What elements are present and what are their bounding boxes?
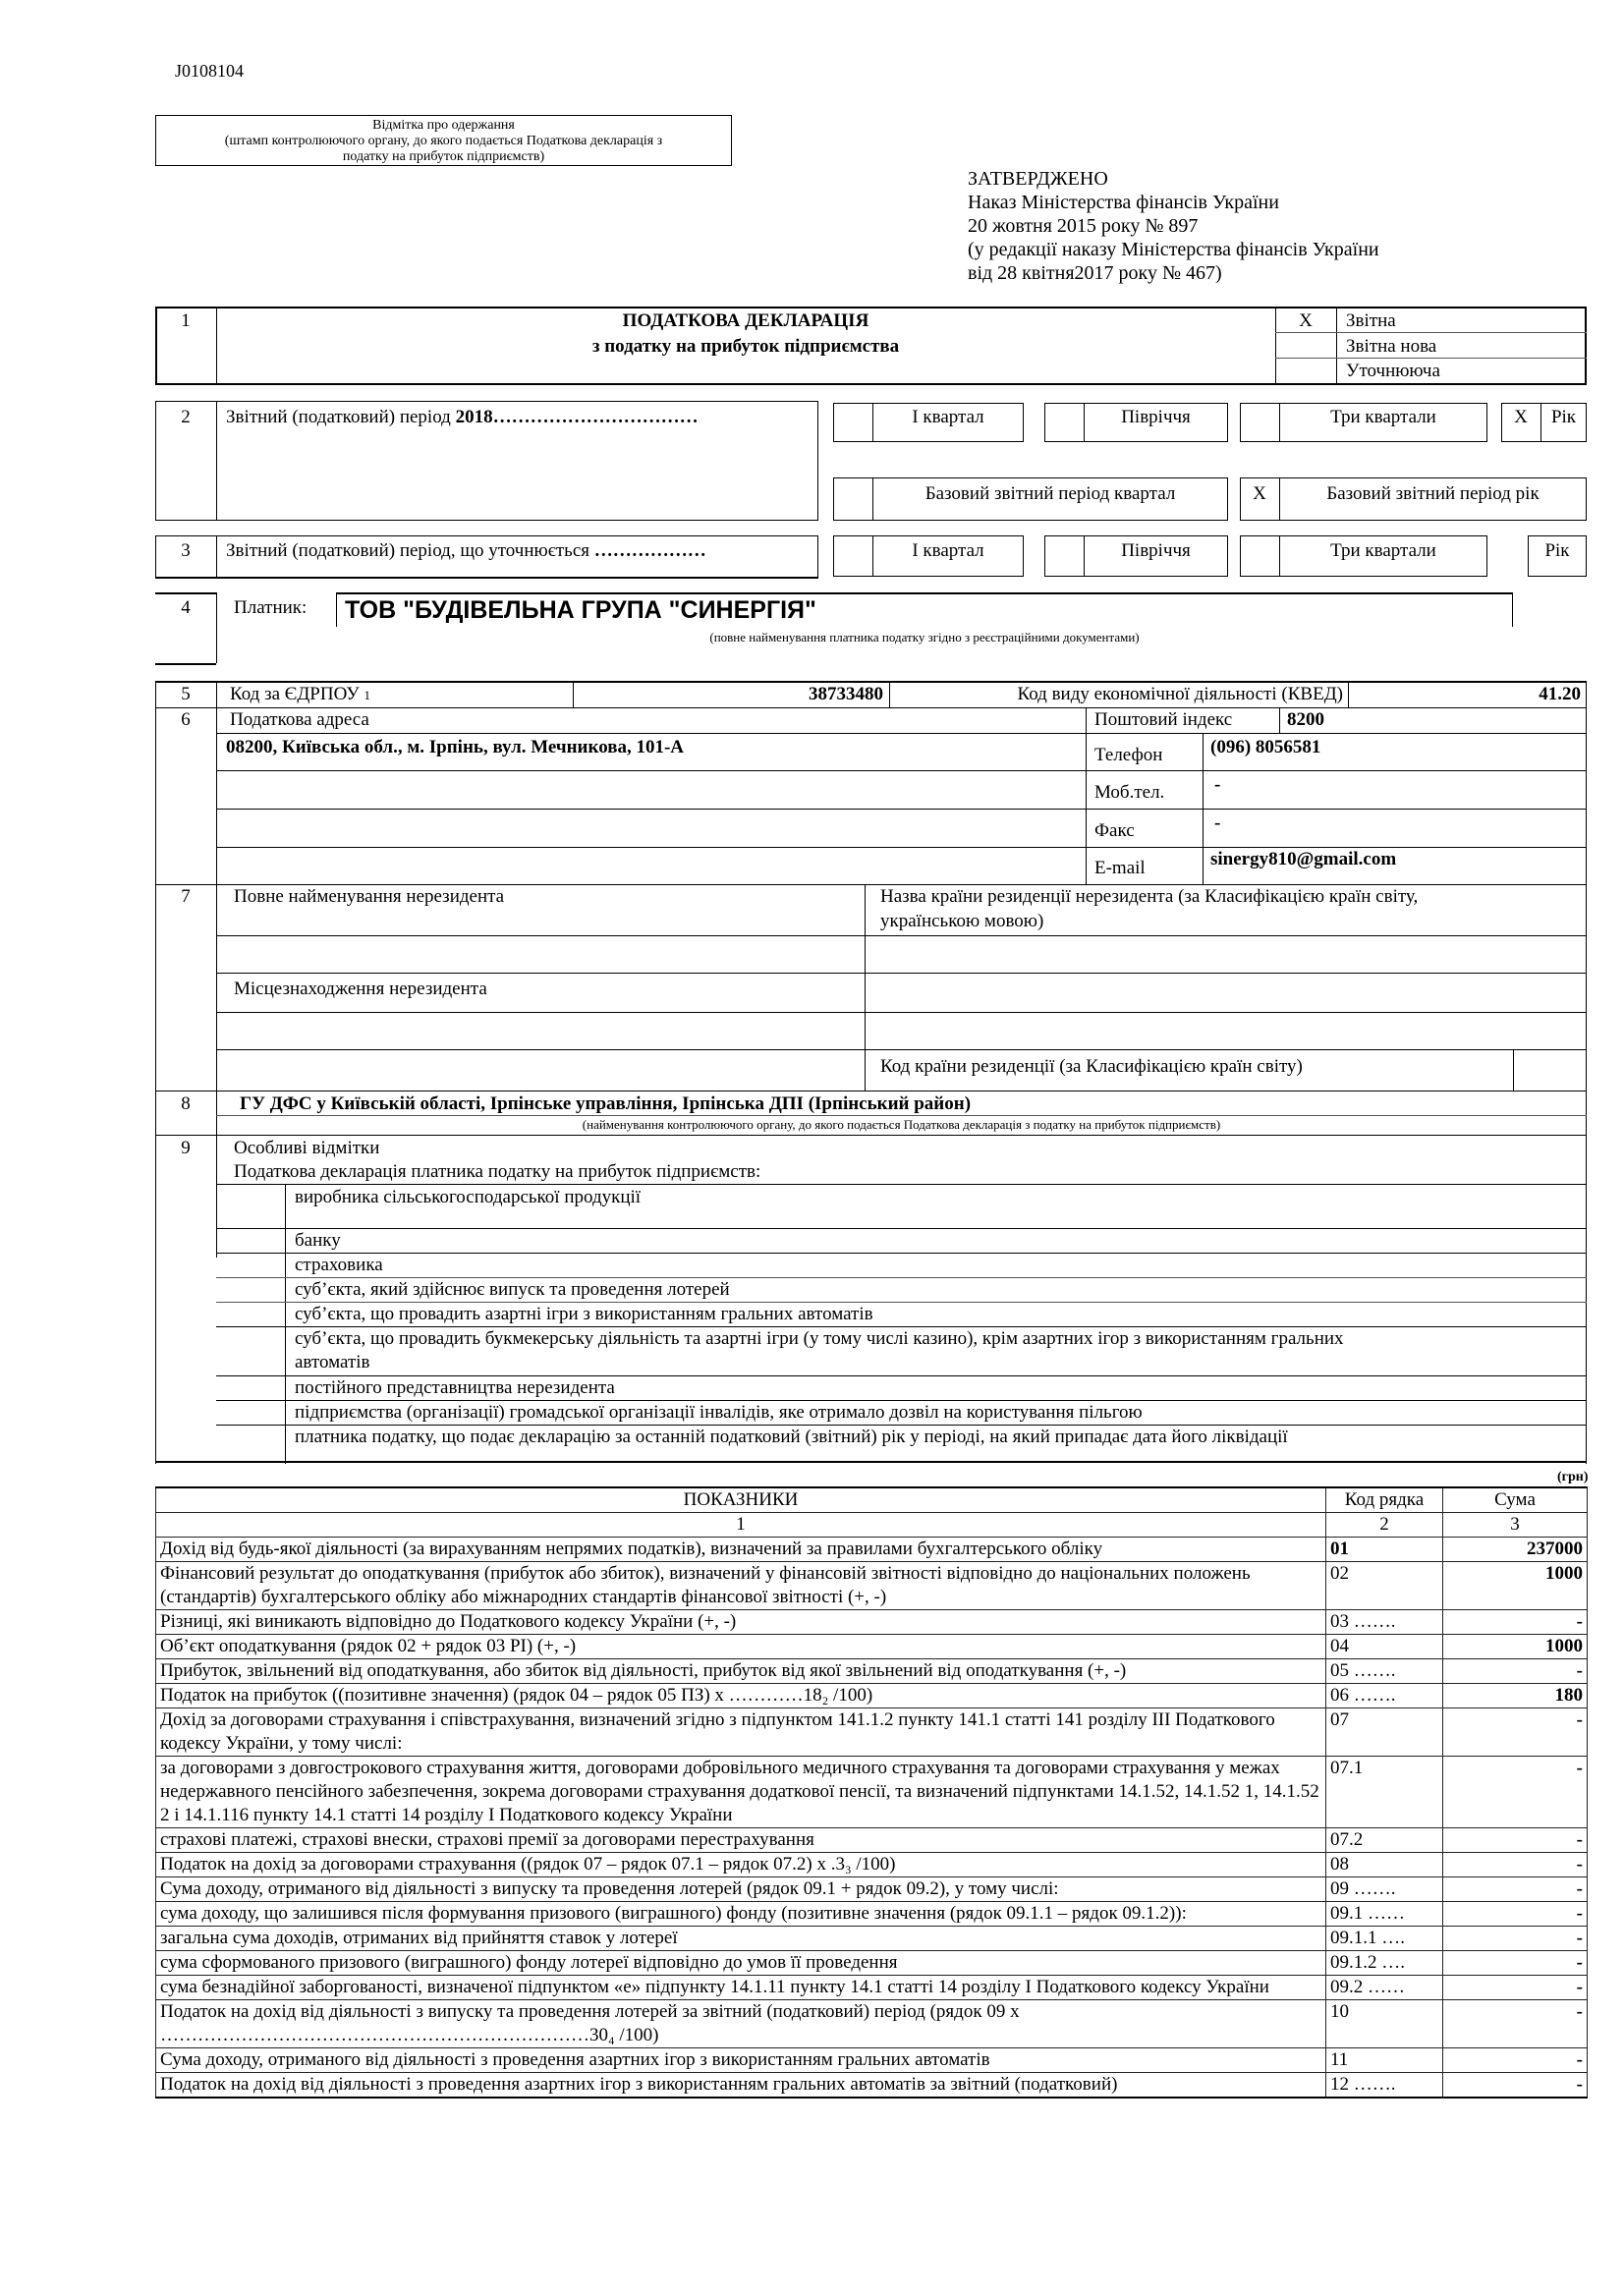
row-sum-field[interactable]: - xyxy=(1443,1708,1588,1757)
period-dots: …………………………… xyxy=(492,407,699,427)
stamp-note-2: податку на прибуток підприємств) xyxy=(342,149,545,164)
mark-item-disabled-org: підприємства (організації) громадської організації інвалідів, яке отримало дозвіл на користування пільгою xyxy=(295,1402,1143,1423)
period-label-text: Звітний (податковий) період xyxy=(226,407,451,427)
table-row xyxy=(156,1659,1588,1684)
colnum-2: 2 xyxy=(1326,1513,1443,1538)
special-marks-title: Особливі відмітки xyxy=(234,1138,380,1158)
header-indicators: ПОКАЗНИКИ xyxy=(156,1487,1326,1513)
row-code: 09.1.2 …. xyxy=(1326,1951,1443,1976)
table-row xyxy=(156,1684,1588,1708)
row-sum-field[interactable]: - xyxy=(1443,1951,1588,1976)
row-code: 02 xyxy=(1326,1562,1443,1610)
row-code: 08 xyxy=(1326,1853,1443,1877)
header-row-code: Код рядка xyxy=(1326,1487,1443,1513)
row-code: 03 ……. xyxy=(1326,1610,1443,1635)
approval-line: 20 жовтня 2015 року № 897 xyxy=(968,215,1199,237)
row-code: 12 ……. xyxy=(1326,2073,1443,2099)
table-row xyxy=(156,1538,1588,1562)
period-q1-label: I квартал xyxy=(912,407,984,427)
type-label-clarifying: Уточнююча xyxy=(1346,361,1440,381)
period-half-label: Півріччя xyxy=(1121,407,1191,427)
mark-item-bookmaker: суб’єкта, що провадить букмекерську діяльність та азартні ігри (у тому числі казино), крім азартних ігор з використанням гральних xyxy=(295,1328,1344,1349)
tax-address-value[interactable]: 08200, Київська обл., м. Ірпінь, вул. Мечникова, 101-А xyxy=(226,737,685,757)
mark-checkbox-slot-machines[interactable] xyxy=(218,1304,283,1325)
indicators-body xyxy=(156,1538,1588,2099)
tax-address-label: Податкова адреса xyxy=(230,709,369,730)
mobile-value[interactable]: - xyxy=(1214,774,1221,795)
clarified-period-dots: ……………… xyxy=(593,540,706,561)
indicator-text: сума безнадійної заборгованості, визначеної підпунктом «е» підпункту 14.1.11 пункту 14.1 статті 14 розділу I Податкового кодексу України xyxy=(156,1976,1326,2000)
indicator-text: Дохід від будь-якої діяльності (за вирахуванням непрямих податків), визначений за правилами бухгалтерського обліку xyxy=(156,1538,1326,1562)
country-code-field[interactable] xyxy=(1515,1051,1585,1089)
base-year-checkbox[interactable]: X xyxy=(1253,483,1266,504)
row-sum-field[interactable]: 1000 xyxy=(1443,1635,1588,1659)
row-sum-field[interactable]: - xyxy=(1443,1927,1588,1951)
mark-item-bank: банку xyxy=(295,1230,341,1251)
row-code: 11 xyxy=(1326,2048,1443,2073)
reporting-period-label xyxy=(226,407,699,428)
indicator-text: Різниці, які виникають відповідно до Податкового кодексу України (+, -) xyxy=(156,1610,1326,1635)
indicator-text: Дохід за договорами страхування і співстрахування, визначений згідно з підпунктом 141.1.2 пункту 141.1 статті 141 розділу III Податкового кодексу України, у тому числі: xyxy=(156,1708,1326,1757)
table-row xyxy=(156,1635,1588,1659)
base-quarter-label: Базовий звітний період квартал xyxy=(924,483,1176,504)
section-5-number: 5 xyxy=(181,684,191,704)
section-2-number: 2 xyxy=(181,407,191,427)
indicators-table xyxy=(155,1486,1588,2099)
mark-checkbox-bank[interactable] xyxy=(218,1230,283,1252)
nonresident-location-label: Місцезнаходження нерезидента xyxy=(234,979,487,999)
stamp-note: (штамп контролюючого органу, до якого подається Податкова декларація з xyxy=(224,134,663,148)
approval-line: від 28 квітня2017 року № 467) xyxy=(968,262,1222,284)
mark-item-insurer: страховика xyxy=(295,1255,383,1275)
form-code: J0108104 xyxy=(175,61,245,81)
stamp-title: Відмітка про одержання xyxy=(372,118,515,133)
row-sum-field[interactable]: - xyxy=(1443,1976,1588,2000)
kved-value[interactable]: 41.20 xyxy=(1539,684,1581,704)
nonresident-name-label: Повне найменування нерезидента xyxy=(234,886,505,907)
row-code: 09.2 …… xyxy=(1326,1976,1443,2000)
indicator-text: Податок на дохід від діяльності з випуску та проведення лотерей за звітний (податковий) період (рядок 09 х ……………………………………………………………30₄ /100) xyxy=(156,2000,1326,2048)
table-header-row xyxy=(156,1487,1588,1513)
row-sum-field[interactable]: - xyxy=(1443,1828,1588,1853)
period-year-checkbox[interactable]: X xyxy=(1514,407,1528,427)
row-sum-field[interactable]: 237000 xyxy=(1443,1538,1588,1562)
tax-authority-name[interactable]: ГУ ДФС у Київській області, Ірпінське управління, Ірпінська ДПІ (Ірпінський район) xyxy=(240,1093,972,1114)
row-sum-field[interactable]: - xyxy=(1443,1853,1588,1877)
type-label-new: Звітна нова xyxy=(1346,336,1437,357)
postal-code-label: Поштовий індекс xyxy=(1094,709,1233,730)
table-row xyxy=(156,1927,1588,1951)
mark-item-liquidation: платника податку, що подає декларацію за останній податковий (звітний) рік у періоді, на який припадає дата його ліквідації xyxy=(295,1427,1288,1447)
table-row xyxy=(156,1951,1588,1976)
row-code: 06 ……. xyxy=(1326,1684,1443,1708)
row-sum-field[interactable]: 1000 xyxy=(1443,1562,1588,1610)
table-row xyxy=(156,1610,1588,1635)
table-row xyxy=(156,2000,1588,2048)
mark-checkbox-agri[interactable] xyxy=(218,1186,283,1226)
indicator-text: сума сформованого призового (виграшного) фонду лотереї відповідно до умов її проведення xyxy=(156,1951,1326,1976)
edrpou-footnote: 1 xyxy=(364,688,370,702)
row-sum-field[interactable]: - xyxy=(1443,1659,1588,1684)
section-9-number: 9 xyxy=(181,1138,191,1158)
payer-name-hint: (повне найменування платника податку згідно з реєстраційними документами) xyxy=(709,630,1140,644)
base-year-label: Базовий звітний період рік xyxy=(1326,483,1540,504)
clarified-period-text: Звітний (податковий) період, що уточнюється xyxy=(226,540,589,561)
row-code: 10 xyxy=(1326,2000,1443,2048)
section-3-number: 3 xyxy=(181,540,191,561)
table-row xyxy=(156,1562,1588,1610)
table-row xyxy=(156,1853,1588,1877)
nonresident-name-field[interactable] xyxy=(218,937,863,971)
mark-item-rep-office: постійного представництва нерезидента xyxy=(295,1377,615,1398)
nonresident-country-label: Назва країни резиденції нерезидента (за Класифікацією країн світу, xyxy=(880,886,1419,907)
row-sum-field[interactable]: - xyxy=(1443,1902,1588,1927)
receipt-stamp-box xyxy=(155,115,732,166)
period-9m-label: Три квартали xyxy=(1330,407,1436,427)
email-value[interactable]: sinergy810@gmail.com xyxy=(1210,849,1397,869)
row-code: 09.1 …… xyxy=(1326,1902,1443,1927)
header-sum: Сума xyxy=(1443,1487,1588,1513)
phone-value[interactable]: (096) 8056581 xyxy=(1210,737,1321,757)
type-mark-checkbox[interactable]: X xyxy=(1299,310,1313,331)
indicator-text: Податок на прибуток ((позитивне значення) (рядок 04 – рядок 05 ПЗ) х …………18₂ /100) xyxy=(156,1684,1326,1708)
row-code: 04 xyxy=(1326,1635,1443,1659)
colnum-1: 1 xyxy=(156,1513,1326,1538)
section-8-number: 8 xyxy=(181,1093,191,1114)
section-4-number: 4 xyxy=(181,597,191,618)
row-sum-field[interactable]: - xyxy=(1443,1877,1588,1902)
row-code: 09.1.1 …. xyxy=(1326,1927,1443,1951)
section-6-number: 6 xyxy=(181,709,191,730)
email-label: E-mail xyxy=(1094,858,1146,878)
indicator-text: сума доходу, що залишився після формування призового (виграшного) фонду (позитивне значення (рядок 09.1.1 – рядок 09.1.2)): xyxy=(156,1902,1326,1927)
payer-label: Платник: xyxy=(234,597,308,618)
mark-checkbox-bookmaker[interactable] xyxy=(218,1328,283,1374)
mobile-label: Моб.тел. xyxy=(1094,782,1165,803)
mark-item-lottery: суб’єкта, який здійснює випуск та проведення лотерей xyxy=(295,1279,730,1300)
period-year-label: Рік xyxy=(1550,407,1577,427)
row-code: 01 xyxy=(1326,1538,1443,1562)
indicator-text: загальна сума доходів, отриманих від прийняття ставок у лотереї xyxy=(156,1927,1326,1951)
reporting-year[interactable]: 2018 xyxy=(455,407,493,427)
approval-line: ЗАТВЕРДЖЕНО xyxy=(968,168,1108,190)
edrpou-value[interactable]: 38733480 xyxy=(809,684,883,704)
indicator-text: за договорами з довгострокового страхування життя, договорами добровільного медичного страхування та договорами страхування у межах недержавного пенсійного забезпечення, зокрема договорами страхування додаткової пенсії, та визначений підпунктами 14.1.52, 14.1.52 1, 14.1.52 2 і 14.1.116 пункту 14.1 статті 14 розділу I Податкового кодексу України xyxy=(156,1757,1326,1828)
table-colnum-row xyxy=(156,1513,1588,1538)
table-row xyxy=(156,2048,1588,2073)
payer-name-field[interactable] xyxy=(336,592,1513,627)
approval-block xyxy=(968,167,1379,285)
mark-checkbox-liquidation[interactable] xyxy=(218,1427,283,1459)
kved-label: Код виду економічної діяльності (КВЕД) xyxy=(1017,684,1343,704)
postal-code-value[interactable]: 8200 xyxy=(1287,709,1324,730)
mark-checkbox-lottery[interactable] xyxy=(218,1279,283,1301)
edrpou-label-text: Код за ЄДРПОУ xyxy=(230,684,360,704)
indicator-text: Фінансовий результат до оподаткування (прибуток або збиток), визначений у фінансовій звітності відповідно до національних положень (стандартів) бухгалтерського обліку або міжнародних стандартів фінансової звітності (+, -) xyxy=(156,1562,1326,1610)
section-1-number: 1 xyxy=(181,310,191,331)
indicator-text: страхові платежі, страхові внески, страхові премії за договорами перестрахування xyxy=(156,1828,1326,1853)
type-label-regular: Звітна xyxy=(1346,310,1396,331)
nonresident-location-field[interactable] xyxy=(218,1014,863,1047)
fax-value[interactable]: - xyxy=(1214,812,1221,833)
indicator-text: Об’єкт оподаткування (рядок 02 + рядок 03 РІ) (+, -) xyxy=(156,1635,1326,1659)
row-code: 09 ……. xyxy=(1326,1877,1443,1902)
clar-q1-label: I квартал xyxy=(912,540,984,561)
declaration-title: ПОДАТКОВА ДЕКЛАРАЦІЯ xyxy=(622,310,869,331)
approval-line: (у редакції наказу Міністерства фінансів України xyxy=(968,239,1379,260)
table-row xyxy=(156,1828,1588,1853)
table-row xyxy=(156,1976,1588,2000)
declaration-subtitle: з податку на прибуток підприємства xyxy=(591,336,900,357)
nonresident-country-label-2: українською мовою) xyxy=(880,911,1044,931)
mark-checkbox-disabled-org[interactable] xyxy=(218,1402,283,1424)
table-row xyxy=(156,1757,1588,1828)
row-code: 07 xyxy=(1326,1708,1443,1757)
indicator-text: Податок на дохід від діяльності з проведення азартних ігор з використанням гральних автоматів за звітний (податковий) xyxy=(156,2073,1326,2099)
indicator-text: Сума доходу, отриманого від діяльності з випуску та проведення лотерей (рядок 09.1 + рядок 09.2), у тому числі: xyxy=(156,1877,1326,1902)
phone-label: Телефон xyxy=(1094,745,1163,765)
currency-unit: (грн) xyxy=(1557,1470,1589,1484)
row-sum-field[interactable]: - xyxy=(1443,2048,1588,2073)
row-code: 05 ……. xyxy=(1326,1659,1443,1684)
mark-checkbox-rep-office[interactable] xyxy=(218,1377,283,1399)
indicator-text: Податок на дохід за договорами страхування ((рядок 07 – рядок 07.1 – рядок 07.2) х .3₃ /100) xyxy=(156,1853,1326,1877)
row-code: 07.2 xyxy=(1326,1828,1443,1853)
special-marks-subtitle: Податкова декларація платника податку на прибуток підприємств: xyxy=(234,1161,761,1182)
table-row xyxy=(156,1708,1588,1757)
section-7-number: 7 xyxy=(181,886,191,907)
country-code-label: Код країни резиденції (за Класифікацією країн світу) xyxy=(880,1056,1303,1077)
colnum-3: 3 xyxy=(1443,1513,1588,1538)
row-sum-field[interactable]: - xyxy=(1443,1757,1588,1828)
clarified-period-label xyxy=(226,540,706,562)
row-code: 07.1 xyxy=(1326,1757,1443,1828)
edrpou-label xyxy=(230,684,370,705)
fax-label: Факс xyxy=(1094,820,1135,841)
approval-line: Наказ Міністерства фінансів України xyxy=(968,192,1279,213)
mark-item-bookmaker-cont: автоматів xyxy=(295,1352,370,1372)
row-sum-field[interactable]: - xyxy=(1443,2073,1588,2099)
row-sum-field[interactable]: - xyxy=(1443,1610,1588,1635)
tax-authority-hint: (найменування контролюючого органу, до якого подається Податкова декларація з податку на прибуток підприємств) xyxy=(582,1117,1221,1132)
clar-half-label: Півріччя xyxy=(1121,540,1191,561)
row-sum-field[interactable]: 180 xyxy=(1443,1684,1588,1708)
mark-checkbox-insurer[interactable] xyxy=(218,1255,283,1276)
payer-name: ТОВ "БУДІВЕЛЬНА ГРУПА "СИНЕРГІЯ" xyxy=(345,596,816,624)
clar-year-label: Рік xyxy=(1544,540,1570,561)
row-sum-field[interactable]: - xyxy=(1443,2000,1588,2048)
mark-item-agri: виробника сільськогосподарської продукції xyxy=(295,1187,642,1207)
nonresident-country-field[interactable] xyxy=(867,937,1585,971)
table-row xyxy=(156,1877,1588,1902)
table-row xyxy=(156,1902,1588,1927)
clar-9m-label: Три квартали xyxy=(1330,540,1436,561)
indicator-text: Сума доходу, отриманого від діяльності з проведення азартних ігор з використанням гральних автоматів xyxy=(156,2048,1326,2073)
mark-item-slot-machines: суб’єкта, що провадить азартні ігри з використанням гральних автоматів xyxy=(295,1304,873,1324)
indicator-text: Прибуток, звільнений від оподаткування, або збиток від діяльності, прибуток від якої звільнений від оподаткування (+, -) xyxy=(156,1659,1326,1684)
table-row xyxy=(156,2073,1588,2099)
